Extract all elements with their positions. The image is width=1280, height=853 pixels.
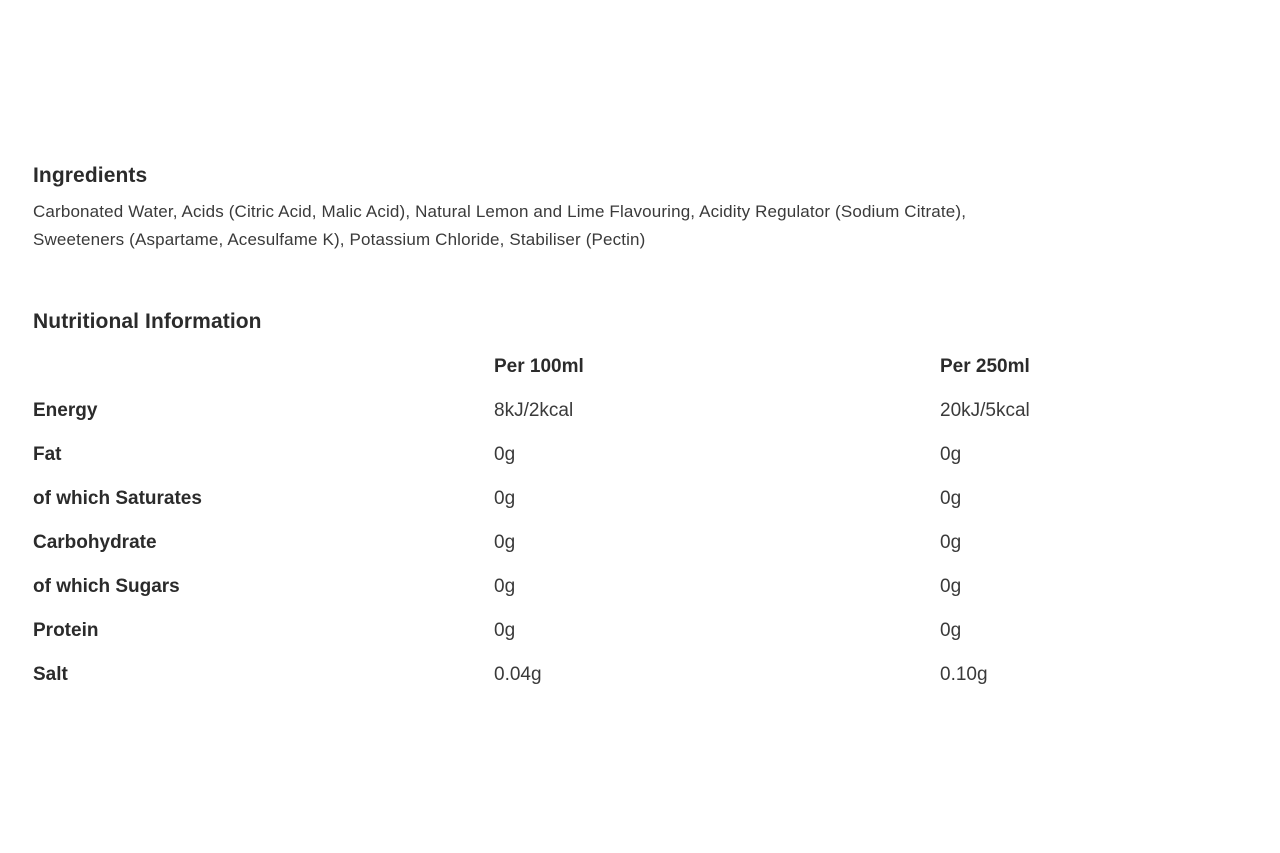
per-100ml-value: 0g bbox=[494, 576, 516, 597]
nutrient-label: Fat bbox=[33, 444, 62, 465]
ingredients-line-1: Carbonated Water, Acids (Citric Acid, Malic Acid), Natural Lemon and Lime Flavouring, Acidity Regulator (Sodium Citrate), bbox=[33, 202, 967, 221]
per-250ml-value: 0g bbox=[940, 576, 962, 597]
table-row bbox=[33, 531, 1233, 575]
nutrition-table bbox=[33, 355, 1233, 707]
ingredients-line-2: Sweeteners (Aspartame, Acesulfame K), Potassium Chloride, Stabiliser (Pectin) bbox=[33, 230, 646, 249]
table-row bbox=[33, 399, 1233, 443]
nutrient-label: Protein bbox=[33, 620, 99, 641]
nutrient-label: of which Saturates bbox=[33, 488, 202, 509]
table-header-row bbox=[33, 355, 1233, 399]
nutrient-label: Energy bbox=[33, 400, 98, 421]
per-250ml-value: 0.10g bbox=[940, 664, 988, 685]
nutrient-label: Salt bbox=[33, 664, 68, 685]
nutrient-label: of which Sugars bbox=[33, 576, 180, 597]
nutrient-label: Carbohydrate bbox=[33, 532, 157, 553]
per-250ml-value: 0g bbox=[940, 532, 962, 553]
ingredients-list bbox=[33, 198, 1273, 254]
column-header-per-250ml: Per 250ml bbox=[940, 356, 1030, 377]
column-header-per-100ml: Per 100ml bbox=[494, 356, 584, 377]
table-row bbox=[33, 575, 1233, 619]
per-100ml-value: 0.04g bbox=[494, 664, 542, 685]
per-250ml-value: 0g bbox=[940, 620, 962, 641]
per-100ml-value: 0g bbox=[494, 488, 516, 509]
per-100ml-value: 0g bbox=[494, 620, 516, 641]
per-250ml-value: 0g bbox=[940, 444, 962, 465]
per-100ml-value: 8kJ/2kcal bbox=[494, 400, 574, 421]
per-250ml-value: 0g bbox=[940, 488, 962, 509]
table-row bbox=[33, 619, 1233, 663]
per-250ml-value: 20kJ/5kcal bbox=[940, 400, 1030, 421]
table-row bbox=[33, 663, 1233, 707]
per-100ml-value: 0g bbox=[494, 444, 516, 465]
nutrition-section bbox=[33, 308, 1233, 707]
per-100ml-value: 0g bbox=[494, 532, 516, 553]
ingredients-heading: Ingredients bbox=[33, 164, 148, 187]
nutrition-heading: Nutritional Information bbox=[33, 310, 262, 333]
table-row bbox=[33, 443, 1233, 487]
ingredients-section bbox=[33, 162, 1273, 254]
table-row bbox=[33, 487, 1233, 531]
